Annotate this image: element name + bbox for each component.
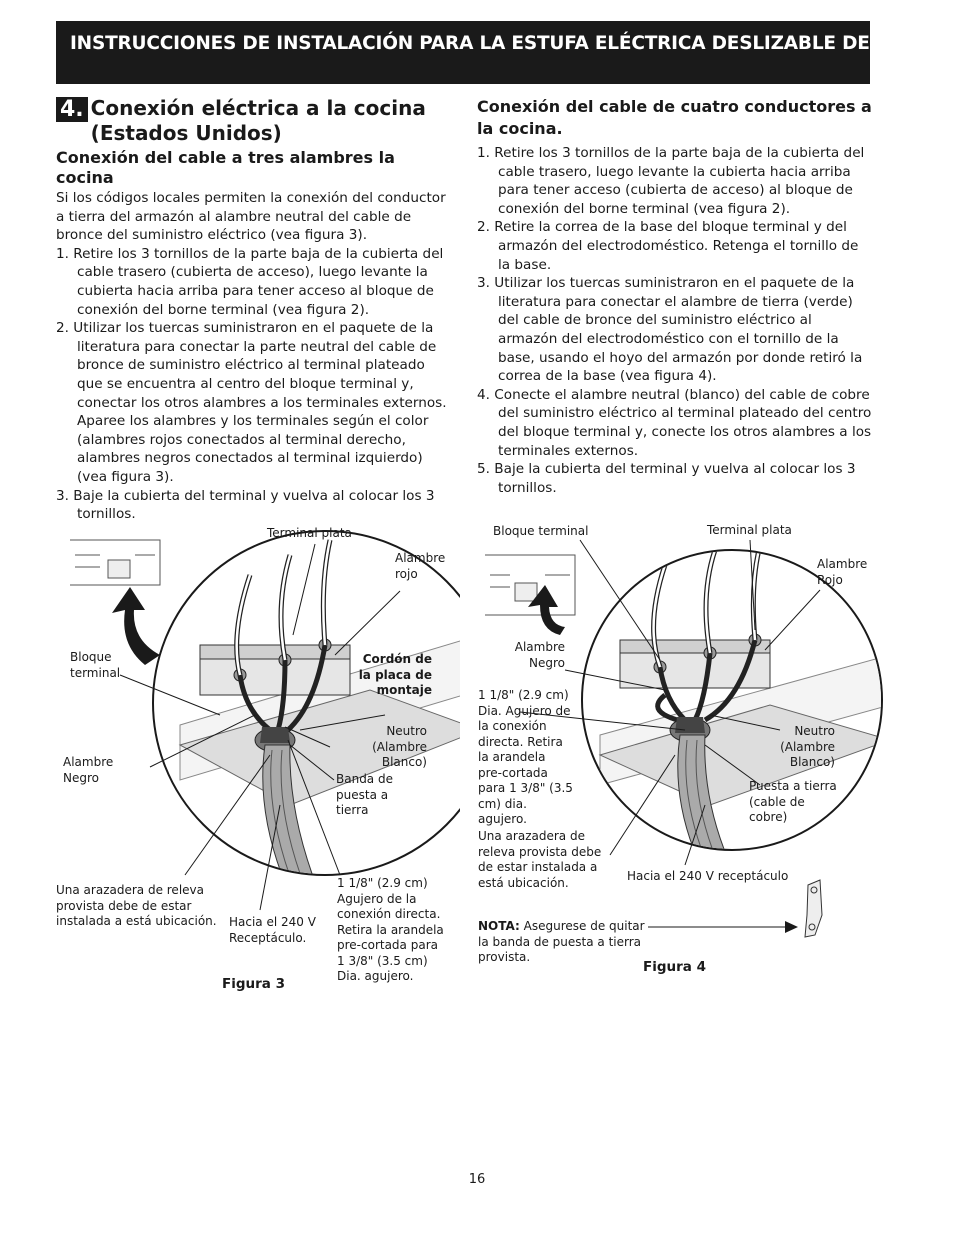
fig3-label-alambre-negro: Alambre Negro — [63, 755, 114, 785]
fig3-label-hacia: Hacia el 240 V Receptáculo. — [229, 915, 316, 945]
section-heading — [56, 96, 451, 146]
fig3-label-arazadera: Una arazadera de releva provista debe de estar instalada a está ubicación. — [56, 883, 217, 928]
four-wire-heading: Conexión del cable de cuatro conductores a la cocina. — [477, 97, 872, 138]
fig4-label-bloque-terminal: Bloque terminal — [493, 524, 589, 538]
fig4-label-arazadera: Una arazadera de releva provista debe de estar instalada a está ubicación. — [478, 829, 602, 890]
page-number: 16 — [468, 1172, 486, 1187]
figure-3-caption: Figura 3 — [222, 976, 285, 992]
step-item: 2. Utilizar los tuercas suministraron en el paquete de la literatura para conectar la parte neutral del cable de bronce de suministro eléctrico al terminal plateado que se encuentra al centro del bloque terminal y, conectar los otros alambres a los terminales externos. Aparee los alambres y los terminales según el color (alambres rojos conectados al terminal derecho, alambres negros conectados al terminal izquierdo) (vea figura 3). — [56, 320, 447, 485]
step-item: 2. Retire la correa de la base del bloque terminal y del armazón del electrodoméstico. Retenga el tornillo de la base. — [477, 219, 859, 273]
left-column — [56, 96, 451, 524]
section-number: 4. — [56, 97, 88, 122]
fig3-label-terminal-plata: Terminal plata — [267, 526, 352, 540]
fig4-label-agujero: 1 1/8" (2.9 cm) Dia. Agujero de la conexión directa. Retira la arandela pre-cortada para 1 3/8" (3.5 cm) dia. agujero. — [478, 688, 573, 826]
figure-4-caption: Figura 4 — [643, 959, 706, 975]
fig3-label-agujero: 1 1/8" (2.9 cm) Agujero de la conexión directa. Retira la arandela pre-cortada para 1 3/8" (3.5 cm) Dia. agujero. — [337, 876, 444, 983]
fig4-label-alambre-rojo: Alambre Rojo — [817, 557, 868, 587]
three-wire-intro: Si los códigos locales permiten la conexión del conductor a tierra del armazón al alambre neutral del cable de bronce del suministro eléctrico (vea figura 3). — [56, 190, 446, 244]
fig4-nota-bold: NOTA: — [478, 919, 520, 933]
section-title-line2: (Estados Unidos) — [90, 121, 282, 145]
fig4-label-terminal-plata: Terminal plata — [707, 523, 792, 537]
fig4-nota-text: Asegurese de quitar la banda de puesta a tierra provista. — [478, 919, 645, 964]
step-item: 3. Baje la cubierta del terminal y vuelva al colocar los 3 tornillos. — [56, 487, 435, 523]
fig3-label-neutro: Neutro (Alambre Blanco) — [372, 724, 427, 769]
figure-3 — [50, 515, 460, 1005]
step-item: 5. Baje la cubierta del terminal y vuelva al colocar los 3 tornillos. — [477, 461, 856, 496]
three-wire-heading: Conexión del cable a tres alambres la cocina — [56, 148, 395, 187]
three-wire-steps — [56, 245, 451, 524]
fig3-label-bloque-terminal: Bloque terminal — [70, 650, 121, 680]
fig4-label-neutro: Neutro (Alambre Blanco) — [780, 724, 835, 769]
page-banner: INSTRUCCIONES DE INSTALACIÓN PARA LA ESTUFA ELÉCTRICA DESLIZABLE DE 30" — [56, 21, 870, 84]
fig4-label-nota — [478, 919, 648, 966]
fig3-label-alambre-rojo: Alambre rojo — [395, 551, 446, 581]
fig3-label-cordon: Cordón de la placa de montaje — [358, 652, 432, 697]
figure-4 — [470, 515, 890, 985]
right-column — [477, 96, 872, 497]
step-item: 1. Retire los 3 tornillos de la parte baja de la cubierta del cable trasero (cubierta de acceso), luego levante la cubierta hacia arriba para tener acceso al bloque de conexión del borne terminal (vea figura 2). — [56, 245, 444, 318]
step-item: 1. Retire los 3 tornillos de la parte baja de la cubierta del cable trasero, luego levante la cubierta hacia arriba para tener acceso (cubierta de acceso) al bloque de conexión del borne terminal (vea figura 2). — [477, 145, 865, 217]
fig4-label-hacia: Hacia el 240 V receptáculo — [627, 869, 789, 883]
fig4-label-alambre-negro: Alambre Negro — [514, 640, 565, 670]
section-title — [91, 96, 426, 146]
step-item: 4. Conecte el alambre neutral (blanco) del cable de cobre del suministro eléctrico al terminal plateado del centro del bloque terminal y, conecte los otros alambres a los terminales externos. — [477, 386, 872, 459]
step-item: 3. Utilizar los tuercas suministraron en el paquete de la literatura para conectar el alambre de tierra (verde) del cable de bronce del suministro eléctrico al armazón del electrodoméstico con el tornillo de la base, usando el hoyo del armazón por donde retiró la correa de la base (vea figura 4). — [477, 275, 863, 385]
fig3-label-banda: Banda de puesta a tierra — [336, 772, 393, 817]
four-wire-steps — [477, 144, 872, 497]
fig4-label-puesta: Puesta a tierra (cable de cobre) — [749, 779, 837, 824]
section-title-line1: Conexión eléctrica a la cocina — [90, 96, 426, 120]
